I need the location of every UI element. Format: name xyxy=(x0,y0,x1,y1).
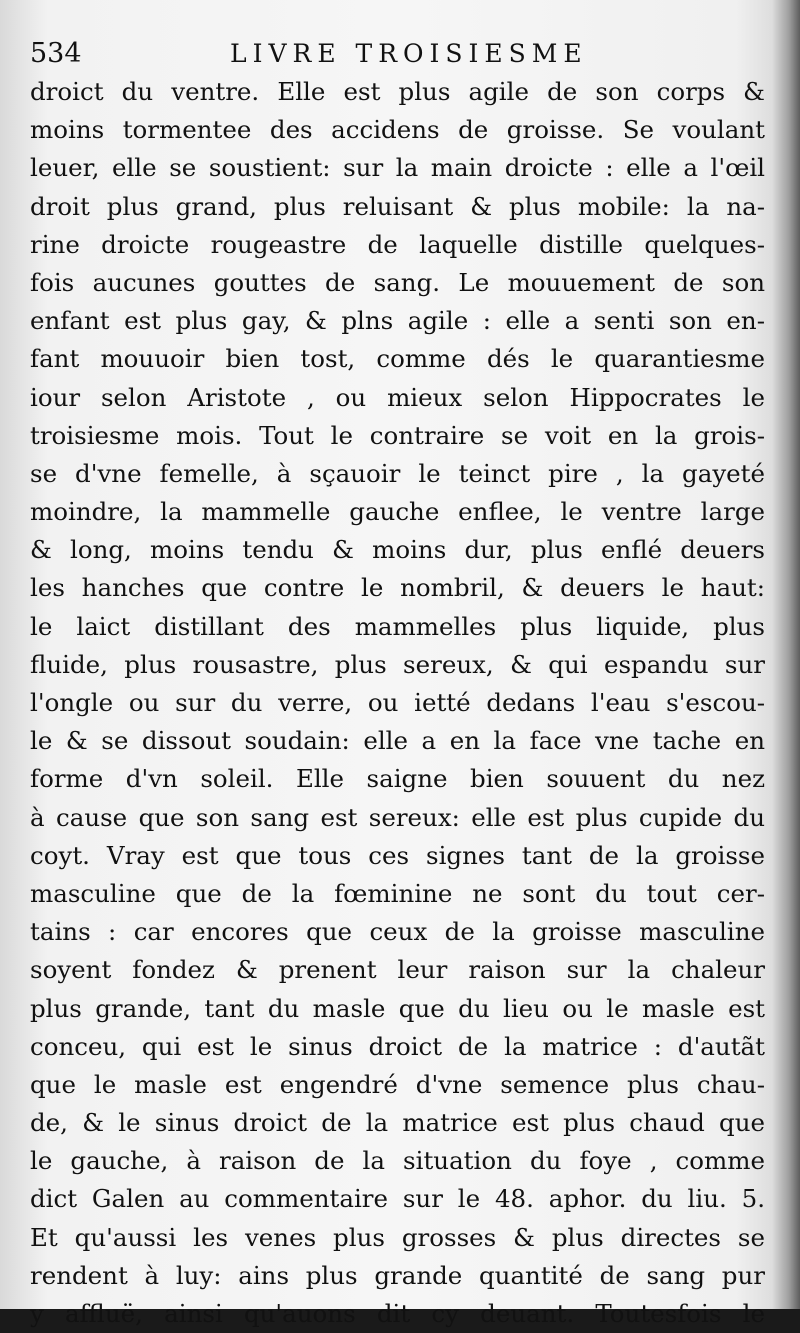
text-line: de, & le sinus droict de la matrice est plus chaud que xyxy=(30,1108,765,1138)
text-line: coyt. Vray est que tous ces signes tant de la groisse xyxy=(30,840,765,870)
text-line: rendent à luy: ains plus grande quantité de sang pur xyxy=(30,1260,765,1290)
text-line: fluide, plus rousastre, plus sereux, & qui espandu sur xyxy=(30,649,765,679)
text-line: l'ongle ou sur du verre, ou ietté dedans l'eau s'escou- xyxy=(30,688,765,717)
text-line: à cause que son sang est sereux: elle est plus cupide du xyxy=(30,802,765,832)
page-number: 534 xyxy=(30,38,82,69)
text-line: moins tormentee des accidens de groisse. Se voulant xyxy=(30,115,765,145)
text-line: le gauche, à raison de la situation du foye , comme xyxy=(30,1146,765,1176)
text-line: les hanches que contre le nombril, & deuers le haut: xyxy=(30,573,765,603)
text-line: soyent fondez & prenent leur raison sur la chaleur xyxy=(30,955,765,985)
text-line: moindre, la mammelle gauche enflee, le ventre large xyxy=(30,497,765,527)
text-line: tains : car encores que ceux de la groisse masculine xyxy=(30,917,765,947)
text-line: Et qu'aussi les venes plus grosses & plus directes se xyxy=(30,1222,765,1252)
text-line: rine droicte rougeastre de laquelle distille quelques- xyxy=(30,229,765,259)
text-line: fant mouuoir bien tost, comme dés le quarantiesme xyxy=(30,344,765,374)
text-line: iour selon Aristote , ou mieux selon Hippocrates le xyxy=(30,382,765,412)
text-line: & long, moins tendu & moins dur, plus enflé deuers xyxy=(30,535,765,565)
text-line: plus grande, tant du masle que du lieu ou le masle est xyxy=(30,993,765,1023)
text-line: troisiesme mois. Tout le contraire se voit en la grois- xyxy=(30,420,765,450)
text-line: y affluë, ainsi qu'auons dit cy deuant. Toutesfois le xyxy=(30,1299,765,1328)
text-line: forme d'vn soleil. Elle saigne bien souuent du nez xyxy=(30,764,765,794)
text-line: droict du ventre. Elle est plus agile de son corps & xyxy=(30,77,765,106)
text-line: le & se dissout soudain: elle a en la face vne tache en xyxy=(30,726,765,756)
body-text xyxy=(30,73,765,1333)
text-line: se d'vne femelle, à sçauoir le teinct pire , la gayeté xyxy=(30,458,765,488)
text-line: le laict distillant des mammelles plus liquide, plus xyxy=(30,611,765,641)
page-header xyxy=(30,34,770,74)
text-line: fois aucunes gouttes de sang. Le mouuement de son xyxy=(30,267,765,297)
running-head: LIVRE TROISIESME xyxy=(230,39,588,68)
text-line: conceu, qui est le sinus droict de la matrice : d'autãt xyxy=(30,1031,765,1061)
text-line: enfant est plus gay, & plns agile : elle a senti son en- xyxy=(30,306,765,336)
text-line: que le masle est engendré d'vne semence plus chau- xyxy=(30,1069,765,1099)
text-line: masculine que de la fœminine ne sont du tout cer- xyxy=(30,878,765,908)
page-edge-shadow xyxy=(772,0,800,1309)
text-line: leuer, elle se soustient: sur la main droicte : elle a l'œil xyxy=(30,153,765,183)
text-line: droit plus grand, plus reluisant & plus mobile: la na- xyxy=(30,191,765,221)
text-line: dict Galen au commentaire sur le 48. aphor. du liu. 5. xyxy=(30,1184,765,1214)
